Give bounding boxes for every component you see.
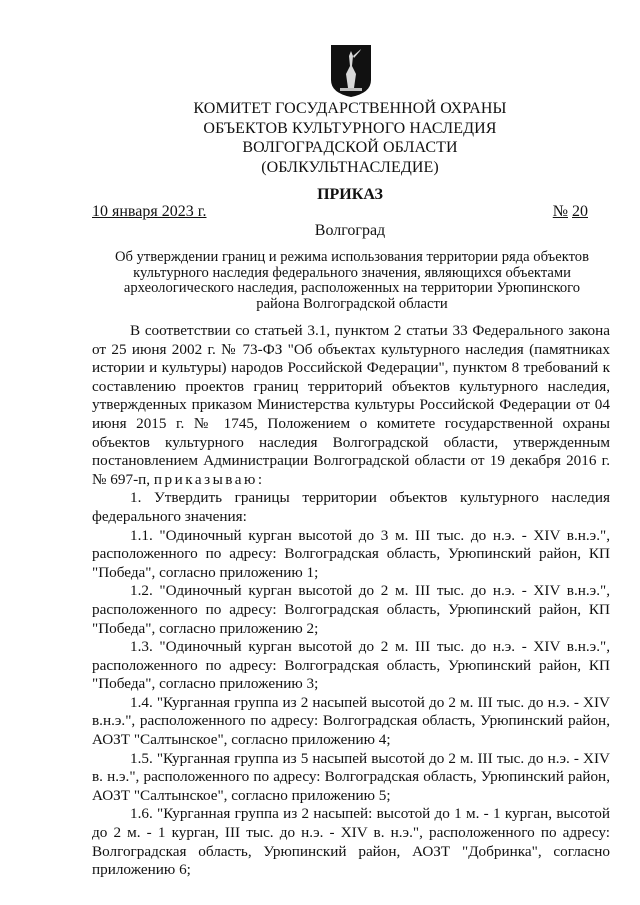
document-date: 10 января 2023 г. [92,203,207,220]
document-number [553,203,588,221]
subject-line: культурного наследия федерального значения, являющихся объектами [133,264,571,281]
subject-line: археологического наследия, расположенных на территории Урюпинского [123,280,581,296]
order-subitem: 1.5. "Курганная группа из 5 насыпей высотой до 2 м. III тыс. до н.э. - XIV в. н.э.", расположенного по адресу: Волгоградская область, Урюпинский район, АОЗТ "Салтынское", согласно приложению 5; [92,749,610,804]
organization-name [100,99,600,177]
order-subitem: 1.6. "Курганная группа из 2 насыпей: высотой до 1 м. - 1 курган, высотой до 2 м. - 1 курган, III тыс. до н.э. - XIV в. н.э.", расположенного по адресу: Волгоградская область, Урюпинский район, АОЗТ "Добринка", согласно приложению 6; [92,805,610,879]
subject-line: района Волгоградской области [256,295,448,312]
subject-line: Об утверждении границ и режима использования территории ряда объектов [115,249,589,265]
org-line: (ОБЛКУЛЬТНАСЛЕДИЕ) [261,158,439,176]
document-type: ПРИКАЗ [317,186,383,203]
coat-of-arms-emblem [330,44,372,98]
org-line: КОМИТЕТ ГОСУДАРСТВЕННОЙ ОХРАНЫ [193,100,507,117]
preamble-paragraph [92,322,610,489]
org-line: ВОЛГОГРАДСКОЙ ОБЛАСТИ [242,139,458,156]
order-word: приказываю: [153,470,265,488]
org-line: ОБЪЕКТОВ КУЛЬТУРНОГО НАСЛЕДИЯ [203,119,497,137]
number-prefix: № [552,203,568,220]
document-body [92,322,610,880]
order-subitem: 1.1. "Одиночный курган высотой до 3 м. III тыс. до н.э. - XIV в.н.э.", расположенного по адресу: Волгоградская область, Урюпинский район, КП "Победа", согласно приложению 1; [92,526,610,581]
document-subject [104,250,600,312]
order-subitem: 1.4. "Курганная группа из 2 насыпей высотой до 2 м. III тыс. до н.э. - XIV в.н.э.", расположенного по адресу: Волгоградская область, Урюпинский район, АОЗТ "Салтынское", согласно приложению 4; [92,693,610,749]
preamble-text: В соответствии со статьей 3.1, пунктом 2 статьи 33 Федерального закона от 25 июня 2002 г. № 73-ФЗ "Об объектах культурного наследия (памятниках истории и культуры) народов Российской Федерации", пунктом 8 требований к составлению проектов границ территорий объектов культурного наследия, утвержденных приказом Министерства культуры Российской Федерации от 04 июня 2015 г. № 1745, Положением о комитете государственной охраны объектов культурного наследия Волгоградской области, утвержденным постановлением Администрации Волгоградской области от 19 декабря 2016 г. № 697-п, [92,322,610,488]
document-city: Волгоград [314,222,386,239]
order-subitem: 1.3. "Одиночный курган высотой до 2 м. III тыс. до н.э. - XIV в.н.э.", расположенного по адресу: Волгоградская область, Урюпинский район, КП "Победа", согласно приложению 3; [92,638,610,693]
order-subitem: 1.2. "Одиночный курган высотой до 2 м. III тыс. до н.э. - XIV в.н.э.", расположенного по адресу: Волгоградская область, Урюпинский район, КП "Победа", согласно приложению 2; [92,582,610,637]
order-item: 1. Утвердить границы территории объектов культурного наследия федерального значения: [92,489,610,525]
number-value: 20 [572,203,588,220]
